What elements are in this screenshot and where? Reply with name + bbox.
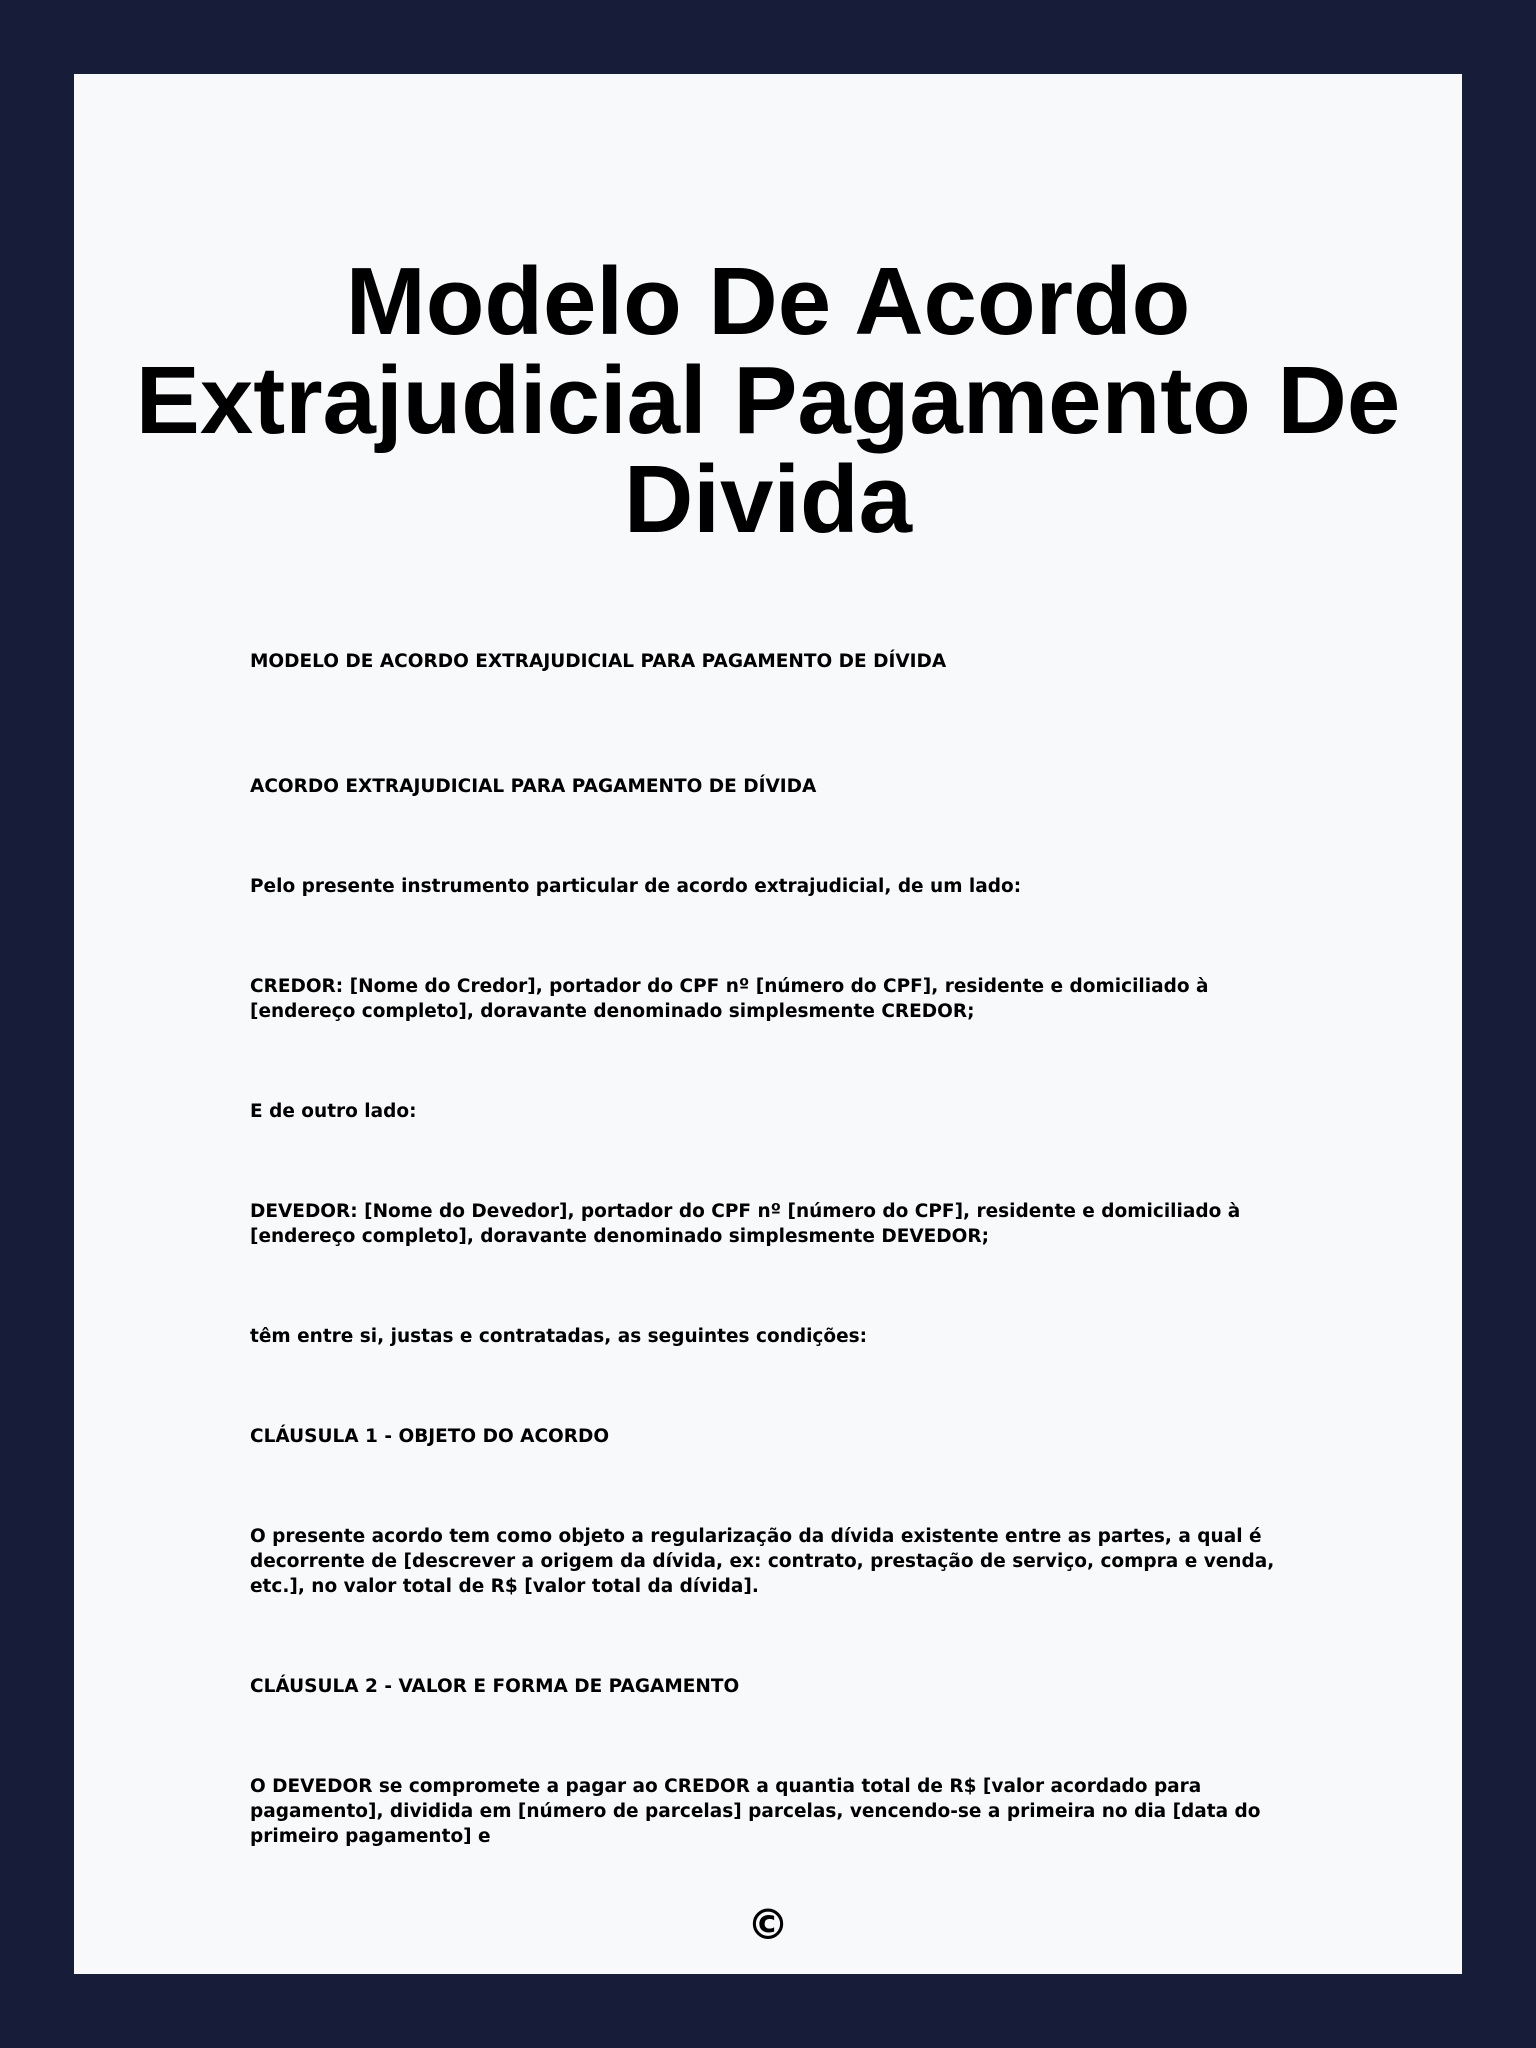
intro-paragraph: Pelo presente instrumento particular de acordo extrajudicial, de um lado:	[250, 876, 1022, 897]
clause-2-text: O DEVEDOR se compromete a pagar ao CREDOR a quantia total de R$ [valor acordado para pagamento], dividida em [número de parcelas] parcelas, vencendo-se a primeira no dia [data do primeiro pagamento] e	[250, 1776, 1261, 1847]
clause-1-heading: CLÁUSULA 1 - OBJETO DO ACORDO	[250, 1426, 610, 1447]
clause-1-text: O presente acordo tem como objeto a regularização da dívida existente entre as partes, a qual é decorrente de [descrever a origem da dívida, ex: contrato, prestação de serviço, compra e venda, etc.], no valor total de R$ [valor total da dívida].	[250, 1526, 1275, 1597]
agreement-heading: ACORDO EXTRAJUDICIAL PARA PAGAMENTO DE DÍVIDA	[250, 776, 817, 797]
debtor-paragraph: DEVEDOR: [Nome do Devedor], portador do CPF nº [número do CPF], residente e domiciliado à [endereço completo], doravante denominado simplesmente DEVEDOR;	[250, 1201, 1241, 1247]
page-title: Modelo De Acordo Extrajudicial Pagamento De Divida	[135, 248, 1401, 553]
copyright-icon: ©	[747, 1900, 789, 1949]
creditor-paragraph: CREDOR: [Nome do Credor], portador do CPF nº [número do CPF], residente e domiciliado à [endereço completo], doravante denominado simplesmente CREDOR;	[250, 976, 1209, 1022]
document-heading: MODELO DE ACORDO EXTRAJUDICIAL PARA PAGAMENTO DE DÍVIDA	[250, 651, 947, 672]
document-page	[74, 74, 1462, 1974]
clause-2-heading: CLÁUSULA 2 - VALOR E FORMA DE PAGAMENTO	[250, 1676, 740, 1697]
conditions-paragraph: têm entre si, justas e contratadas, as seguintes condições:	[250, 1326, 868, 1347]
other-side-paragraph: E de outro lado:	[250, 1101, 417, 1122]
